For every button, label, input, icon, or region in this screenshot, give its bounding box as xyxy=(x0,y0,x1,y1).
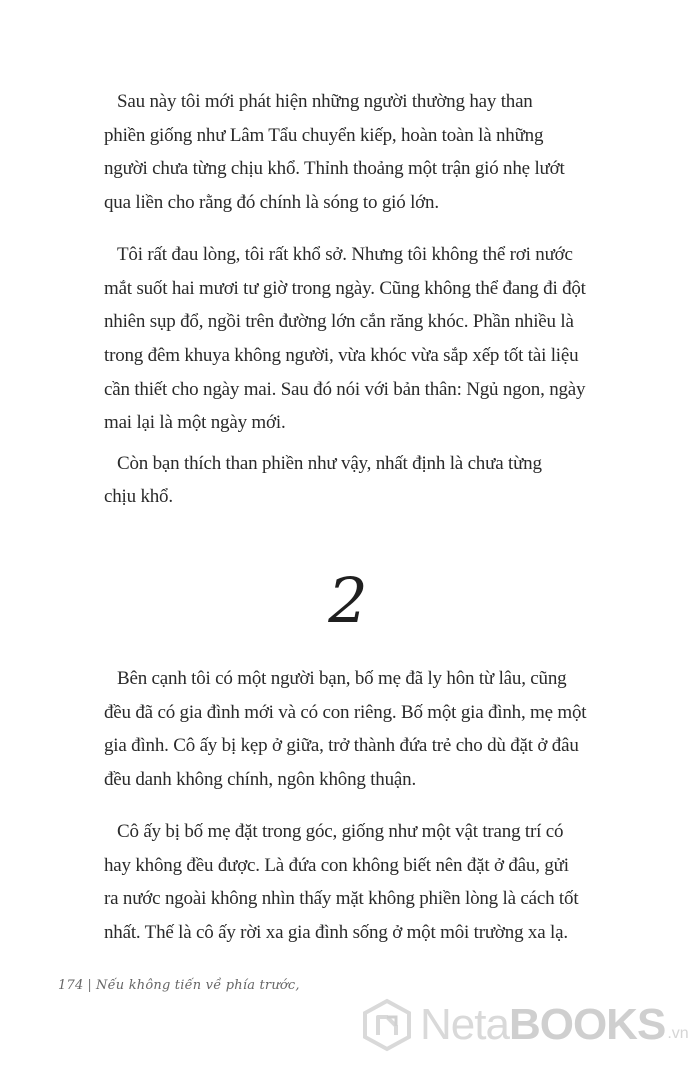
watermark-brand-light: Neta xyxy=(420,1000,509,1049)
text-line: chịu khổ. xyxy=(104,486,173,507)
watermark xyxy=(360,995,690,1055)
watermark-brand-bold: BOOKS xyxy=(508,1000,666,1049)
text-line: đều đã có gia đình mới và có con riêng. Bố một gia đình, mẹ một xyxy=(104,702,587,723)
text-line: qua liền cho rằng đó chính là sóng to gió lớn. xyxy=(104,192,439,213)
text-line: gia đình. Cô ấy bị kẹp ở giữa, trở thành đứa trẻ cho dù đặt ở đâu xyxy=(104,735,579,756)
text-line: Còn bạn thích than phiền như vậy, nhất định là chưa từng xyxy=(117,453,542,474)
text-line: Bên cạnh tôi có một người bạn, bố mẹ đã ly hôn từ lâu, cũng xyxy=(117,668,567,689)
text-line: trong đêm khuya không người, vừa khóc vừa sắp xếp tốt tài liệu xyxy=(104,345,579,366)
text-line: Tôi rất đau lòng, tôi rất khổ sở. Nhưng tôi không thể rơi nước xyxy=(117,244,573,265)
section-number: 2 xyxy=(328,564,368,637)
text-line: nhiên sụp đổ, ngồi trên đường lớn cắn răng khóc. Phần nhiều là xyxy=(104,311,574,332)
page-footer xyxy=(58,978,300,993)
text-line: mắt suốt hai mươi tư giờ trong ngày. Cũng không thể đang đi đột xyxy=(104,278,586,299)
watermark-suffix: .vn xyxy=(667,1025,689,1042)
text-line: đều danh không chính, ngôn không thuận. xyxy=(104,769,416,790)
netabooks-logo-icon xyxy=(360,998,414,1052)
text-line: Sau này tôi mới phát hiện những người thường hay than xyxy=(117,91,533,112)
footer-separator: | xyxy=(87,978,93,993)
running-title: Nếu không tiến về phía trước, xyxy=(96,978,300,993)
text-line: ra nước ngoài không nhìn thấy mặt không phiền lòng là cách tốt xyxy=(104,888,579,909)
watermark-brand xyxy=(420,1000,665,1050)
text-line: hay không đều được. Là đứa con không biết nên đặt ở đâu, gửi xyxy=(104,855,569,876)
text-line: cần thiết cho ngày mai. Sau đó nói với bản thân: Ngủ ngon, ngày xyxy=(104,379,586,400)
text-line: Cô ấy bị bố mẹ đặt trong góc, giống như một vật trang trí có xyxy=(117,821,564,842)
text-line: nhất. Thế là cô ấy rời xa gia đình sống ở một môi trường xa lạ. xyxy=(104,922,568,943)
text-line: phiền giống như Lâm Tẩu chuyển kiếp, hoàn toàn là những xyxy=(104,125,544,146)
text-line: mai lại là một ngày mới. xyxy=(104,412,286,433)
page-number: 174 xyxy=(58,978,84,993)
text-line: người chưa từng chịu khổ. Thỉnh thoảng một trận gió nhẹ lướt xyxy=(104,158,565,179)
